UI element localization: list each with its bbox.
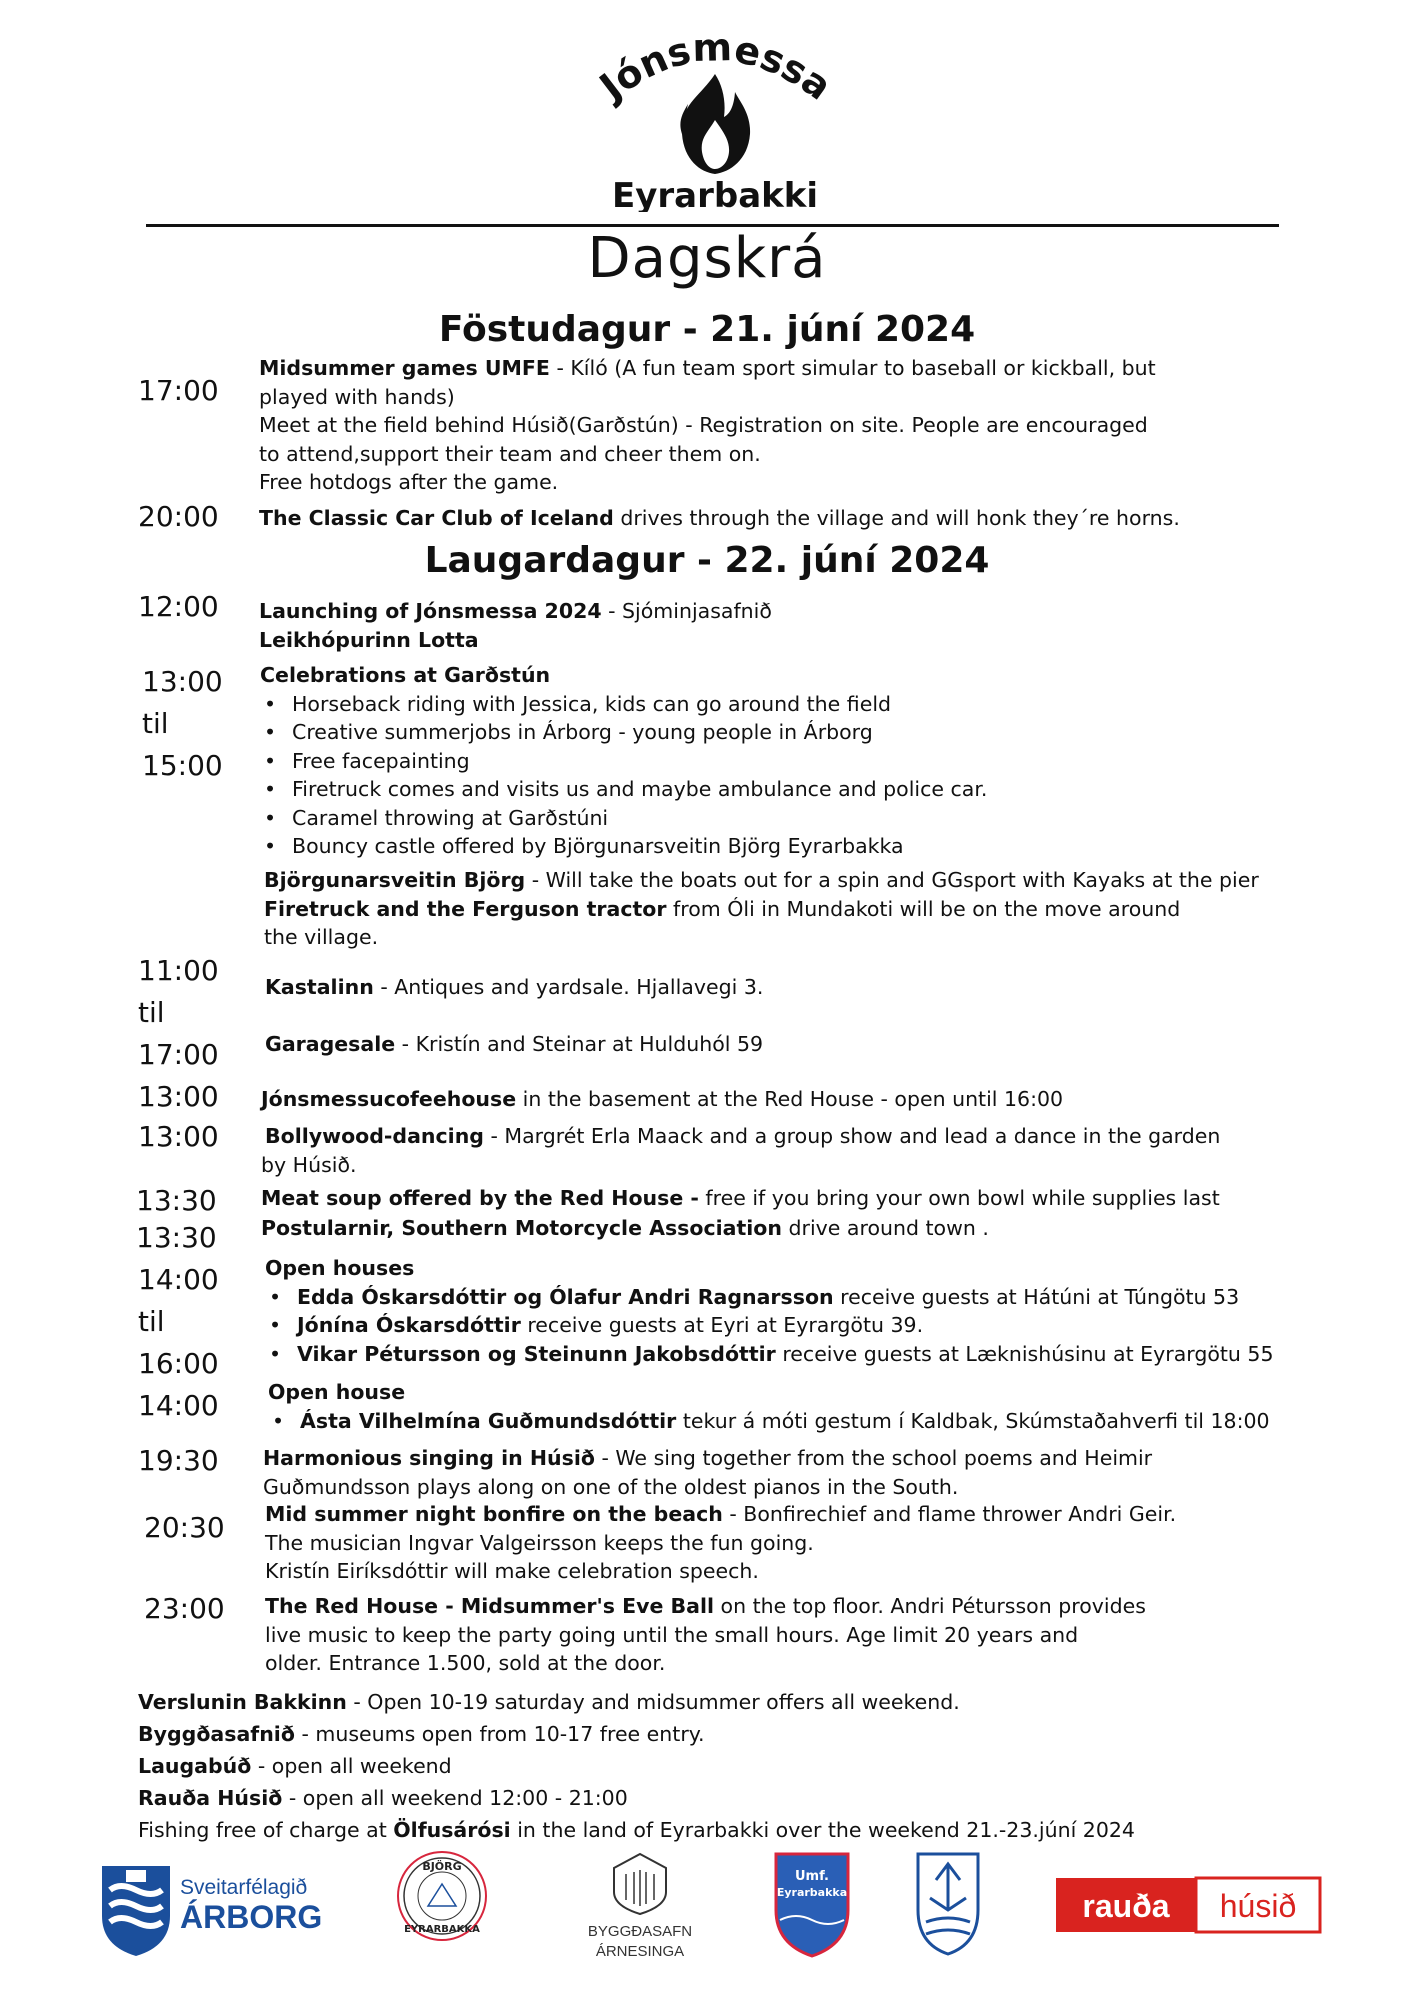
footer-notes xyxy=(138,1686,1338,1846)
event-time: 13:00 xyxy=(138,1080,219,1113)
event-subtitle: Leikhópurinn Lotta xyxy=(259,627,479,652)
list-item xyxy=(268,1407,1388,1436)
host-name: Jónína Óskarsdóttir xyxy=(297,1313,521,1337)
event-singing xyxy=(263,1444,1363,1501)
event-title: Firetruck and the Ferguson tractor xyxy=(264,896,667,921)
flame-icon xyxy=(680,74,750,174)
logo-top-text: Jónsmessa xyxy=(591,25,840,109)
event-text: drives through the village and will honk they´re horns. xyxy=(613,506,1180,530)
list-item: • Caramel throwing at Garðstúni xyxy=(260,804,1360,833)
event-time: 13:00 xyxy=(138,1120,219,1153)
event-text: drive around town . xyxy=(781,1216,989,1240)
list-item: • Firetruck comes and visits us and maybe ambulance and police car. xyxy=(260,775,1360,804)
rauda-husid-logo xyxy=(1056,1878,1320,1932)
byggdasafn-line2: ÁRNESINGA xyxy=(595,1943,685,1960)
event-title: Björgunarsveitin Björg xyxy=(264,868,526,892)
arborg-logo xyxy=(102,1866,322,1956)
byggdasafn-logo xyxy=(588,1854,692,1960)
jonsmessa-logo xyxy=(590,22,840,212)
event-text: live music to keep the party going until the small hours. Age limit 20 years and xyxy=(265,1622,1079,1647)
event-classic-car xyxy=(259,504,1359,533)
event-title: The Red House - Midsummer's Eve Ball xyxy=(265,1594,715,1618)
event-text: - Antiques and yardsale. Hjallavegi 3. xyxy=(373,975,764,999)
event-garagesale xyxy=(265,1030,1365,1059)
event-text: from Óli in Mundakoti will be on the move around xyxy=(666,896,1181,921)
event-kastalinn xyxy=(265,973,1365,1002)
event-text: in the basement at the Red House - open until 16:00 xyxy=(516,1087,1064,1111)
event-time: 13:30 xyxy=(136,1221,217,1254)
sponsor-logos xyxy=(96,1850,1326,1960)
event-time: 14:00 xyxy=(138,1263,219,1296)
event-til: til xyxy=(142,707,169,740)
event-bollywood xyxy=(261,1122,1365,1179)
event-title: Midsummer games UMFE xyxy=(259,356,550,380)
bjorg-bottom-text: EYRARBAKKA xyxy=(404,1924,480,1935)
list-item xyxy=(265,1340,1385,1369)
bjorg-top-text: BJÖRG xyxy=(422,1860,462,1873)
event-title: The Classic Car Club of Iceland xyxy=(259,506,614,530)
event-text: - We sing together from the school poems and Heimir xyxy=(594,1446,1153,1470)
event-title: Kastalinn xyxy=(265,975,374,999)
event-time: 15:00 xyxy=(142,749,223,782)
event-text: to attend,support their team and cheer them on. xyxy=(259,441,761,466)
event-til: til xyxy=(138,996,165,1029)
event-time: 19:30 xyxy=(138,1444,219,1477)
event-title: Mid summer night bonfire on the beach xyxy=(265,1502,723,1526)
note-title: Byggðasafnið xyxy=(138,1722,295,1746)
note-line xyxy=(138,1782,1338,1814)
list-item: • Free facepainting xyxy=(260,747,1360,776)
event-time: 20:30 xyxy=(144,1511,225,1544)
event-text: Meet at the field behind Húsið(Garðstún) - Registration on site. People are encouraged xyxy=(259,413,1148,437)
event-title: Jónsmessucofeehouse xyxy=(261,1087,517,1111)
event-text: The musician Ingvar Valgeirsson keeps the fun going. xyxy=(265,1530,814,1555)
note-line xyxy=(138,1750,1338,1782)
note-text: - museums open from 10-17 free entry. xyxy=(294,1722,705,1746)
rauda-right-text: húsið xyxy=(1219,1888,1297,1924)
event-title: Launching of Jónsmessa 2024 xyxy=(259,599,602,623)
arborg-line2: ÁRBORG xyxy=(180,1899,323,1935)
event-til: til xyxy=(138,1305,165,1338)
event-ball xyxy=(265,1592,1365,1678)
event-text: on the top floor. Andri Pétursson provides xyxy=(714,1594,1146,1618)
event-time: 23:00 xyxy=(144,1592,225,1625)
event-text: - Margrét Erla Maack and a group show and lead a dance in the garden xyxy=(483,1124,1221,1148)
note-title: Laugabúð xyxy=(138,1754,252,1778)
event-text: Kristín Eiríksdóttir will make celebration speech. xyxy=(265,1559,759,1583)
event-open-house xyxy=(268,1378,1388,1435)
event-text: - Bonfirechief and flame thrower Andri Geir. xyxy=(722,1502,1177,1526)
event-meat-soup xyxy=(261,1184,1361,1213)
event-garden-extras xyxy=(264,866,1364,952)
friday-heading: Föstudagur - 21. júní 2024 xyxy=(438,309,976,350)
event-text: by Húsið. xyxy=(261,1152,357,1177)
event-text: Free hotdogs after the game. xyxy=(259,470,559,494)
note-title: Verslunin Bakkinn xyxy=(138,1690,347,1714)
note-text: - open all weekend 12:00 - 21:00 xyxy=(282,1786,628,1810)
event-launch xyxy=(259,597,1359,654)
list-item: • Bouncy castle offered by Björgunarsveitin Björg Eyrarbakka xyxy=(260,832,1360,861)
fishing-place: Ölfusárósi xyxy=(393,1818,511,1842)
event-garden-celebrations xyxy=(260,661,1360,861)
note-text: - Open 10-19 saturday and midsummer offers all weekend. xyxy=(346,1690,960,1714)
event-time: 13:30 xyxy=(136,1184,217,1217)
event-text: free if you bring your own bowl while supplies last xyxy=(698,1186,1220,1210)
event-title: Celebrations at Garðstún xyxy=(260,663,551,687)
event-title: Bollywood-dancing xyxy=(265,1124,484,1148)
event-time: 20:00 xyxy=(138,500,219,533)
note-text: - open all weekend xyxy=(251,1754,452,1778)
host-name: Vikar Pétursson og Steinunn Jakobsdóttir xyxy=(297,1341,776,1366)
event-bonfire xyxy=(265,1500,1365,1586)
event-text: - Kíló (A fun team sport simular to baseball or kickball, but xyxy=(549,356,1156,380)
event-motorcycle xyxy=(261,1214,1361,1243)
saturday-heading: Laugardagur - 22. júní 2024 xyxy=(424,540,990,581)
event-title: Open house xyxy=(268,1380,406,1404)
fishing-text: in the land of Eyrarbakki over the weekend 21.-23.júní 2024 xyxy=(510,1818,1135,1842)
event-time: 16:00 xyxy=(138,1347,219,1380)
event-time: 12:00 xyxy=(138,590,219,623)
event-midsummer-games xyxy=(259,354,1319,497)
list-item xyxy=(265,1283,1385,1312)
host-text: receive guests at Læknishúsinu at Eyrargötu 55 xyxy=(775,1341,1274,1366)
bjorg-lifebuoy-logo xyxy=(398,1852,486,1940)
event-time: 17:00 xyxy=(138,1038,219,1071)
event-time: 13:00 xyxy=(142,665,223,698)
celebrations-list xyxy=(260,690,1360,861)
fishing-text: Fishing free of charge at xyxy=(138,1818,394,1842)
event-time: 14:00 xyxy=(138,1389,219,1422)
eyrarbakki-crest-logo xyxy=(918,1854,978,1954)
note-line xyxy=(138,1686,1338,1718)
event-coffeehouse xyxy=(261,1085,1361,1114)
event-text: played with hands) xyxy=(259,384,455,409)
open-house-list xyxy=(268,1407,1388,1436)
event-title: Postularnir, Southern Motorcycle Association xyxy=(261,1216,782,1240)
event-text: Guðmundsson plays along on one of the oldest pianos in the South. xyxy=(263,1474,959,1499)
event-title: Open houses xyxy=(265,1256,415,1280)
event-time: 17:00 xyxy=(138,374,219,407)
list-item xyxy=(265,1311,1385,1340)
event-text: - Sjóminjasafnið xyxy=(601,599,772,623)
event-text: the village. xyxy=(264,925,379,949)
byggdasafn-line1: BYGGÐASAFN xyxy=(587,1923,693,1940)
page-title: Dagskrá xyxy=(587,226,827,291)
host-name: Ásta Vilhelmína Guðmundsdóttir xyxy=(300,1408,677,1433)
host-name: Edda Óskarsdóttir og Ólafur Andri Ragnarsson xyxy=(297,1284,834,1309)
event-text: - Kristín and Steinar at Hulduhól 59 xyxy=(395,1032,764,1056)
open-houses-list xyxy=(265,1283,1385,1369)
host-text: tekur á móti gestum í Kaldbak, Skúmstaðahverfi til 18:00 xyxy=(676,1408,1270,1433)
fishing-note xyxy=(138,1814,1338,1846)
arborg-line1: Sveitarfélagið xyxy=(180,1876,308,1899)
note-title: Rauða Húsið xyxy=(138,1786,283,1810)
host-text: receive guests at Eyri at Eyrargötu 39. xyxy=(520,1313,924,1337)
event-open-houses xyxy=(265,1254,1385,1368)
host-text: receive guests at Hátúni at Túngötu 53 xyxy=(833,1284,1240,1309)
list-item: • Horseback riding with Jessica, kids can go around the field xyxy=(260,690,1360,719)
event-title: Garagesale xyxy=(265,1032,396,1056)
rauda-left-text: rauða xyxy=(1082,1888,1170,1924)
event-text: older. Entrance 1.500, sold at the door. xyxy=(265,1651,666,1675)
logo-bottom-text: Eyrarbakki xyxy=(611,176,819,212)
list-item: • Creative summerjobs in Árborg - young people in Árborg xyxy=(260,718,1360,747)
event-time: 11:00 xyxy=(138,954,219,987)
umf-line2: Eyrarbakka xyxy=(776,1886,848,1899)
note-line xyxy=(138,1718,1338,1750)
event-title: Harmonious singing in Húsið xyxy=(263,1446,595,1470)
event-text: - Will take the boats out for a spin and GGsport with Kayaks at the pier xyxy=(525,868,1259,892)
umf-eyrarbakka-logo xyxy=(776,1854,848,1956)
event-title: Meat soup offered by the Red House - xyxy=(261,1186,699,1210)
umf-line1: Umf. xyxy=(795,1869,829,1884)
